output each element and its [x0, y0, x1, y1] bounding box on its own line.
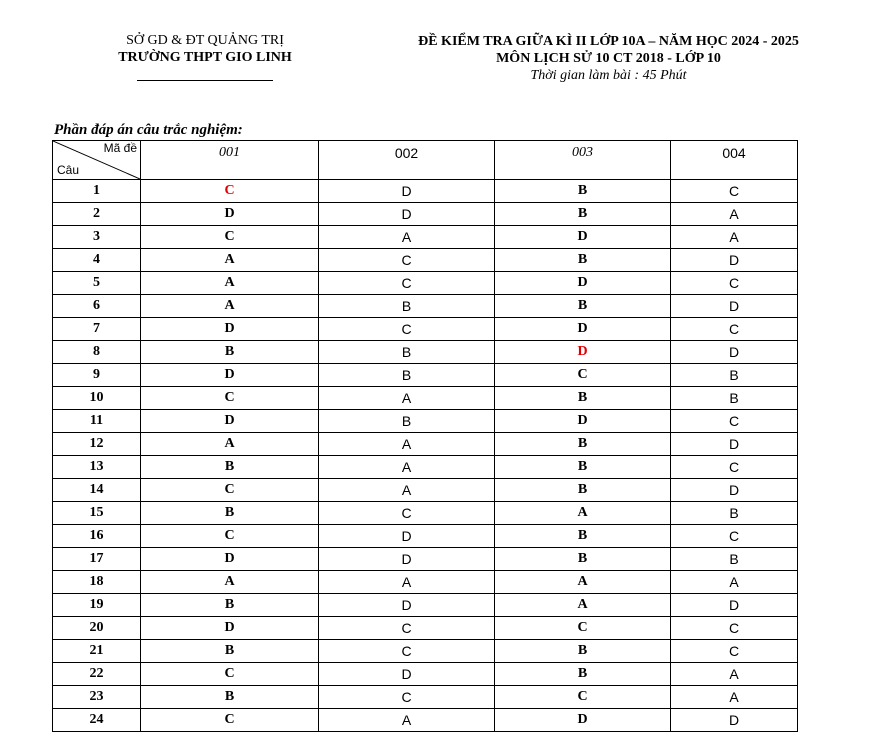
answer-cell: A — [319, 226, 495, 249]
answer-cell: D — [495, 709, 671, 732]
answer-cell: D — [141, 410, 319, 433]
table-row — [53, 364, 798, 387]
table-row — [53, 502, 798, 525]
answer-cell: B — [495, 433, 671, 456]
answer-cell: B — [495, 548, 671, 571]
answer-cell: A — [319, 709, 495, 732]
school-name: TRƯỜNG THPT GIO LINH — [118, 50, 292, 65]
answer-cell: D — [141, 364, 319, 387]
table-row — [53, 640, 798, 663]
table-row — [53, 249, 798, 272]
table-row — [53, 456, 798, 479]
answer-cell: C — [319, 640, 495, 663]
answer-cell: B — [319, 364, 495, 387]
question-number: 1 — [53, 180, 141, 203]
question-number: 5 — [53, 272, 141, 295]
answer-cell: B — [495, 295, 671, 318]
answer-cell: C — [319, 318, 495, 341]
table-row — [53, 410, 798, 433]
question-label: Câu — [57, 163, 80, 177]
answer-cell: A — [319, 479, 495, 502]
exam-code-header: 002 — [319, 141, 495, 180]
answer-cell: C — [671, 640, 798, 663]
answer-cell: B — [495, 249, 671, 272]
table-row — [53, 272, 798, 295]
section-title: Phần đáp án câu trắc nghiệm: — [54, 122, 243, 138]
answer-cell: D — [495, 272, 671, 295]
answer-cell: D — [319, 663, 495, 686]
answer-cell: D — [671, 479, 798, 502]
answer-cell: A — [671, 663, 798, 686]
answer-cell: B — [141, 686, 319, 709]
answer-cell: B — [141, 456, 319, 479]
answer-cell: A — [495, 571, 671, 594]
answer-cell: C — [141, 663, 319, 686]
answer-cell: D — [141, 617, 319, 640]
answer-cell: A — [671, 203, 798, 226]
answer-cell: A — [141, 433, 319, 456]
table-row — [53, 203, 798, 226]
table-row — [53, 663, 798, 686]
table-row — [53, 226, 798, 249]
answer-cell: C — [141, 226, 319, 249]
answer-cell: A — [319, 433, 495, 456]
answer-cell: C — [671, 272, 798, 295]
answer-cell: D — [141, 203, 319, 226]
answer-cell: C — [141, 525, 319, 548]
answer-cell: C — [671, 410, 798, 433]
exam-code-header: 003 — [495, 141, 671, 180]
question-number: 10 — [53, 387, 141, 410]
answer-cell: D — [671, 594, 798, 617]
answer-cell: D — [319, 180, 495, 203]
answer-cell: B — [671, 364, 798, 387]
table-header-row — [53, 141, 798, 180]
table-row — [53, 479, 798, 502]
answer-cell: B — [495, 525, 671, 548]
question-number: 6 — [53, 295, 141, 318]
question-number: 17 — [53, 548, 141, 571]
table-row — [53, 387, 798, 410]
answer-cell: B — [319, 341, 495, 364]
question-number: 22 — [53, 663, 141, 686]
answer-cell: C — [141, 180, 319, 203]
answer-cell: C — [671, 617, 798, 640]
table-row — [53, 571, 798, 594]
answer-cell: C — [141, 709, 319, 732]
question-number: 8 — [53, 341, 141, 364]
table-row — [53, 433, 798, 456]
answer-cell: C — [671, 456, 798, 479]
answer-cell: A — [141, 272, 319, 295]
header-divider — [137, 80, 273, 81]
answer-cell: B — [495, 387, 671, 410]
table-row — [53, 686, 798, 709]
answer-cell: D — [671, 341, 798, 364]
answer-cell: A — [141, 295, 319, 318]
exam-title: ĐỀ KIỂM TRA GIỮA KÌ II LỚP 10A – NĂM HỌC 2024 - 2025 — [418, 34, 799, 49]
answer-cell: B — [495, 180, 671, 203]
answer-cell: B — [319, 295, 495, 318]
answer-cell: D — [319, 525, 495, 548]
answer-cell: B — [495, 456, 671, 479]
exam-subject: MÔN LỊCH SỬ 10 CT 2018 - LỚP 10 — [496, 51, 721, 66]
table-row — [53, 709, 798, 732]
question-number: 20 — [53, 617, 141, 640]
answer-cell: B — [141, 341, 319, 364]
question-number: 14 — [53, 479, 141, 502]
answer-cell: C — [319, 272, 495, 295]
answer-cell: B — [141, 594, 319, 617]
answer-cell: A — [319, 456, 495, 479]
answer-cell: C — [495, 686, 671, 709]
answer-cell: D — [495, 410, 671, 433]
question-number: 3 — [53, 226, 141, 249]
question-number: 7 — [53, 318, 141, 341]
exam-header — [366, 33, 851, 84]
answer-cell: A — [319, 571, 495, 594]
answer-cell: C — [495, 617, 671, 640]
answer-cell: A — [671, 571, 798, 594]
answer-cell: D — [671, 249, 798, 272]
table-row — [53, 341, 798, 364]
exam-code-header: 001 — [141, 141, 319, 180]
question-number: 12 — [53, 433, 141, 456]
question-number: 19 — [53, 594, 141, 617]
question-number: 24 — [53, 709, 141, 732]
question-number: 4 — [53, 249, 141, 272]
answer-cell: A — [495, 594, 671, 617]
answer-cell: B — [495, 479, 671, 502]
answer-cell: D — [319, 548, 495, 571]
answer-cell: D — [671, 709, 798, 732]
answer-cell: D — [319, 594, 495, 617]
answer-cell: C — [495, 364, 671, 387]
answer-cell: A — [319, 387, 495, 410]
answer-cell: C — [671, 318, 798, 341]
answer-cell: C — [141, 387, 319, 410]
answer-cell: D — [495, 341, 671, 364]
question-number: 16 — [53, 525, 141, 548]
question-number: 11 — [53, 410, 141, 433]
question-number: 21 — [53, 640, 141, 663]
answer-cell: A — [141, 249, 319, 272]
question-number: 9 — [53, 364, 141, 387]
answer-cell: A — [141, 571, 319, 594]
answer-cell: D — [319, 203, 495, 226]
question-number: 18 — [53, 571, 141, 594]
question-number: 13 — [53, 456, 141, 479]
answer-cell: C — [141, 479, 319, 502]
answer-cell: B — [671, 548, 798, 571]
exam-code-label: Mã đề — [103, 141, 137, 155]
exam-duration: Thời gian làm bài : 45 Phút — [530, 68, 687, 83]
answer-cell: B — [495, 640, 671, 663]
answer-cell: B — [671, 502, 798, 525]
answer-cell: D — [671, 433, 798, 456]
answer-cell: A — [671, 226, 798, 249]
table-row — [53, 594, 798, 617]
question-number: 23 — [53, 686, 141, 709]
answer-cell: C — [319, 617, 495, 640]
department-name: SỞ GD & ĐT QUẢNG TRỊ — [126, 33, 284, 48]
answer-cell: D — [141, 548, 319, 571]
answer-cell: D — [495, 226, 671, 249]
answer-cell: B — [495, 663, 671, 686]
answer-key-table — [52, 140, 798, 732]
answer-cell: C — [671, 525, 798, 548]
table-row — [53, 180, 798, 203]
corner-header-cell — [53, 141, 141, 180]
answer-cell: C — [319, 686, 495, 709]
answer-cell: D — [141, 318, 319, 341]
answer-cell: C — [671, 180, 798, 203]
answer-cell: D — [671, 295, 798, 318]
table-row — [53, 525, 798, 548]
school-header — [85, 33, 325, 81]
answer-cell: B — [495, 203, 671, 226]
answer-cell: B — [671, 387, 798, 410]
question-number: 15 — [53, 502, 141, 525]
table-row — [53, 548, 798, 571]
answer-cell: C — [319, 502, 495, 525]
answer-cell: D — [495, 318, 671, 341]
answer-cell: A — [495, 502, 671, 525]
answer-cell: C — [319, 249, 495, 272]
table-row — [53, 318, 798, 341]
answer-cell: B — [141, 502, 319, 525]
exam-code-header: 004 — [671, 141, 798, 180]
table-row — [53, 295, 798, 318]
answer-cell: B — [319, 410, 495, 433]
answer-cell: B — [141, 640, 319, 663]
answer-rows — [53, 180, 798, 732]
table-row — [53, 617, 798, 640]
answer-cell: A — [671, 686, 798, 709]
question-number: 2 — [53, 203, 141, 226]
